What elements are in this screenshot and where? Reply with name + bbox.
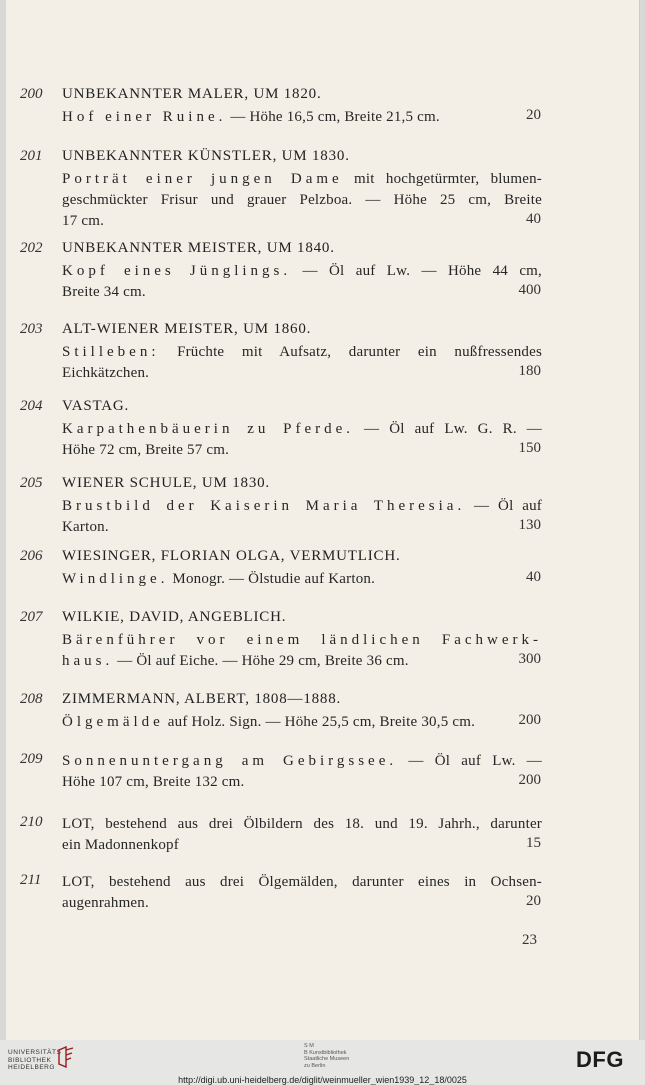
description-line [62, 169, 542, 190]
artist-heading: WILKIE, DAVID, ANGEBLICH. [62, 609, 287, 625]
dfg-logo: DFG [576, 1047, 624, 1072]
lot-number: 204 [20, 398, 43, 414]
description-text: — Höhe 16,5 cm, Breite 21,5 cm. [226, 109, 440, 125]
description-text: LOT, bestehend aus drei Ölgemälden, darunter eines in Ochsen- [62, 874, 542, 890]
description-text: — Öl auf Eiche. — Höhe 29 cm, Breite 36 cm. [113, 653, 409, 669]
artist-heading: UNBEKANNTER MALER, UM 1820. [62, 86, 322, 102]
lot-number: 207 [20, 609, 43, 625]
description-text: Eichkätzchen. [62, 365, 150, 381]
description-text: 17 cm. [62, 213, 105, 229]
stamp-line: zu Berlin [304, 1062, 326, 1069]
spaced-title: Sonnenuntergang am Gebirgssee. [62, 753, 398, 769]
estimate-price: 130 [518, 517, 541, 533]
spaced-title: Kopf eines Jünglings. [62, 263, 292, 279]
viewer-footer [0, 1040, 645, 1085]
description-text: ein Madonnenkopf [62, 837, 179, 853]
description [62, 342, 542, 384]
description [62, 751, 542, 793]
estimate-price: 20 [526, 893, 541, 909]
description-line [62, 419, 542, 440]
description [62, 712, 542, 733]
description-text: augenrahmen. [62, 895, 149, 911]
description [62, 169, 542, 232]
description-line [62, 751, 542, 772]
artist-heading: UNBEKANNTER MEISTER, UM 1840. [62, 240, 335, 256]
estimate-price: 180 [518, 363, 541, 379]
description-text: Monogr. — Ölstudie auf Karton. [168, 571, 376, 587]
spaced-title: Porträt einer jungen Dame [62, 171, 343, 187]
description-line [62, 630, 542, 651]
spaced-title: Windlinge. [62, 571, 169, 587]
description-text: — Öl auf Lw. G. R. — [354, 421, 542, 437]
estimate-price: 150 [518, 440, 541, 456]
description-line [62, 261, 542, 282]
description [62, 814, 542, 856]
estimate-price: 20 [526, 107, 541, 123]
source-url[interactable]: http://digi.ub.uni-heidelberg.de/diglit/weinmueller_wien1939_12_18/0025 [178, 1075, 467, 1085]
description [62, 261, 542, 303]
library-line: BIBLIOTHEK [8, 1056, 52, 1064]
description-text: LOT, bestehend aus drei Ölbildern des 18. und 19. Jahrh., darunter [62, 816, 542, 832]
artist-heading: UNBEKANNTER KÜNSTLER, UM 1830. [62, 148, 350, 164]
lot-number: 206 [20, 548, 43, 564]
artist-heading: ALT-WIENER MEISTER, UM 1860. [62, 321, 312, 337]
description-text: — Öl auf Lw. — Höhe 44 cm, [291, 263, 542, 279]
description [62, 107, 542, 128]
description-line [62, 517, 542, 538]
lot-number: 203 [20, 321, 43, 337]
artist-heading: WIESINGER, FLORIAN OLGA, VERMUTLICH. [62, 548, 401, 564]
spaced-title: Ölgemälde [62, 714, 164, 730]
description-line [62, 440, 542, 461]
artist-heading: WIENER SCHULE, UM 1830. [62, 475, 270, 491]
description [62, 569, 542, 590]
description-text: Höhe 107 cm, Breite 132 cm. [62, 774, 245, 790]
stamp-line: Staatliche Museen [304, 1056, 350, 1062]
library-stamp [304, 1043, 349, 1069]
spaced-title: Bärenführer vor einem ländlichen Fachwerk- [62, 632, 542, 648]
description-line [62, 363, 542, 384]
spaced-title: Karpathenbäuerin zu Pferde. [62, 421, 355, 437]
description-text: auf Holz. Sign. — Höhe 25,5 cm, Breite 30,5 cm. [163, 714, 476, 730]
description [62, 872, 542, 914]
estimate-price: 15 [526, 835, 541, 851]
description-line [62, 835, 542, 856]
artist-heading: VASTAG. [62, 398, 130, 414]
library-line: HEIDELBERG [8, 1064, 55, 1071]
description-text: Karton. [62, 519, 109, 535]
stamp-line: S M [304, 1043, 314, 1049]
lot-number: 209 [20, 751, 43, 767]
spaced-title: Hof einer Ruine. [62, 109, 227, 125]
estimate-price: 300 [518, 651, 541, 667]
estimate-price: 200 [518, 772, 541, 788]
description-text: Früchte mit Aufsatz, darunter ein nußfressendes [159, 344, 542, 360]
spaced-title: Brustbild der Kaiserin Maria Theresia. [62, 498, 466, 514]
spaced-title: haus. [62, 653, 114, 669]
university-logo-icon [57, 1046, 75, 1068]
description-line [62, 651, 542, 672]
description-line [62, 342, 542, 363]
description-text: mit hochgetürmter, blumen- [342, 171, 542, 187]
estimate-price: 400 [518, 282, 541, 298]
lot-number: 200 [20, 86, 43, 102]
description-line [62, 893, 542, 914]
description-text: Höhe 72 cm, Breite 57 cm. [62, 442, 230, 458]
artist-heading: ZIMMERMANN, ALBERT, 1808—1888. [62, 691, 342, 707]
lot-number: 210 [20, 814, 43, 830]
description-line [62, 772, 542, 793]
description-text: — Öl auf Lw. — [397, 753, 542, 769]
description-line [62, 872, 542, 893]
lot-number: 202 [20, 240, 43, 256]
description-text: — Öl auf [465, 498, 542, 514]
description [62, 496, 542, 538]
description-line [62, 211, 542, 232]
estimate-price: 40 [526, 211, 541, 227]
description [62, 419, 542, 461]
library-name [8, 1049, 61, 1072]
description-line [62, 569, 542, 590]
description-text: geschmückter Frisur und grauer Pelzboa. — Höhe 25 cm, Breite [62, 192, 542, 208]
description-line [62, 712, 542, 733]
description-line [62, 814, 542, 835]
stamp-line: B Kunstbibliothek [304, 1049, 347, 1056]
lot-number: 205 [20, 475, 43, 491]
description-line [62, 107, 542, 128]
description-line [62, 282, 542, 303]
description-text: Breite 34 cm. [62, 284, 146, 300]
page-number: 23 [522, 932, 537, 948]
estimate-price: 40 [526, 569, 541, 585]
lot-number: 201 [20, 148, 43, 164]
library-line: UNIVERSITÄTS [8, 1049, 62, 1056]
catalog-page [6, 0, 640, 1040]
description-line [62, 190, 542, 211]
description [62, 630, 542, 672]
estimate-price: 200 [518, 712, 541, 728]
lot-number: 211 [20, 872, 42, 888]
spaced-title: Stilleben: [62, 344, 160, 360]
lot-number: 208 [20, 691, 43, 707]
description-line [62, 496, 542, 517]
